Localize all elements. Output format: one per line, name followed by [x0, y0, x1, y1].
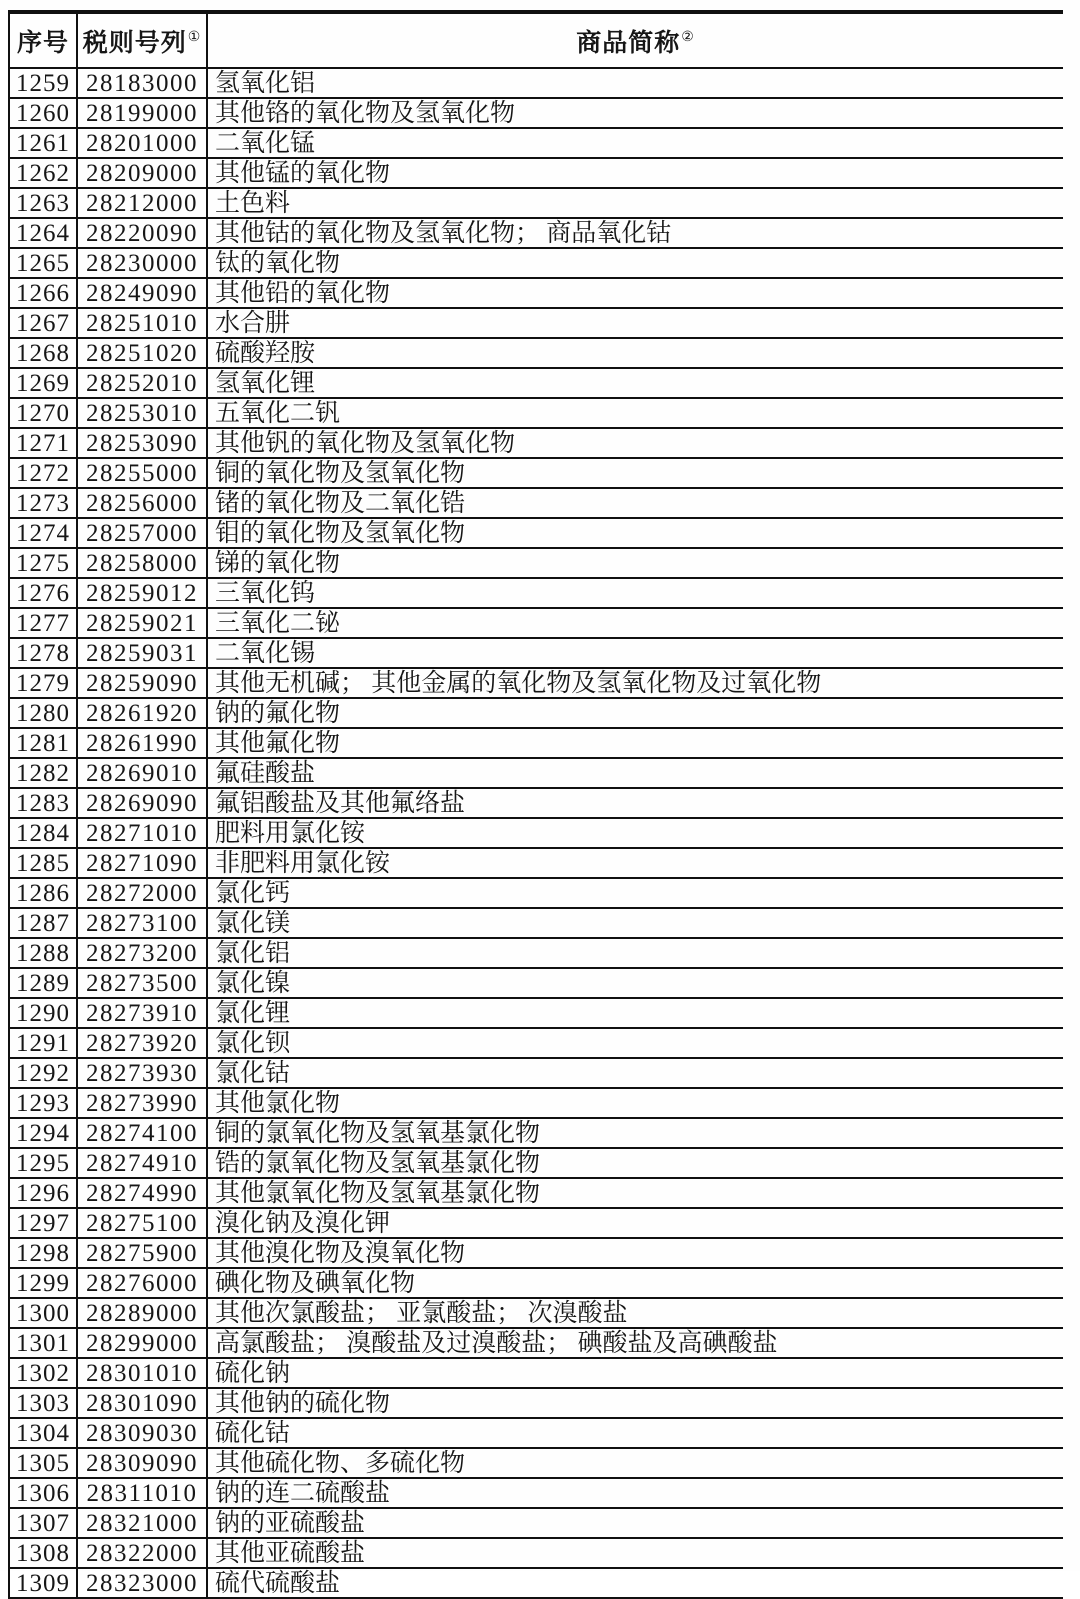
cell-seq: 1263	[9, 188, 77, 218]
cell-name: 氯化铝	[207, 938, 1063, 968]
table-row	[9, 1298, 1063, 1328]
table-row	[9, 1208, 1063, 1238]
table-row	[9, 968, 1063, 998]
cell-code: 28273920	[77, 1028, 207, 1058]
col-header-code	[77, 12, 207, 68]
table-row	[9, 638, 1063, 668]
cell-code: 28261920	[77, 698, 207, 728]
cell-name: 二氧化锰	[207, 128, 1063, 158]
cell-code: 28220090	[77, 218, 207, 248]
table-row	[9, 728, 1063, 758]
table-body	[9, 68, 1063, 1598]
cell-code: 28274910	[77, 1148, 207, 1178]
table-row	[9, 458, 1063, 488]
table-row	[9, 1058, 1063, 1088]
cell-seq: 1291	[9, 1028, 77, 1058]
col-header-code-label: 税则号列	[82, 29, 187, 57]
table-row	[9, 548, 1063, 578]
cell-seq: 1259	[9, 68, 77, 98]
cell-code: 28321000	[77, 1508, 207, 1538]
cell-seq: 1285	[9, 848, 77, 878]
cell-seq: 1309	[9, 1568, 77, 1598]
table-row	[9, 938, 1063, 968]
table-row	[9, 848, 1063, 878]
cell-code: 28289000	[77, 1298, 207, 1328]
table-row	[9, 1388, 1063, 1418]
cell-seq: 1279	[9, 668, 77, 698]
cell-name: 锆的氯氧化物及氢氧基氯化物	[207, 1148, 1063, 1178]
table-row	[9, 1358, 1063, 1388]
cell-seq: 1292	[9, 1058, 77, 1088]
cell-seq: 1287	[9, 908, 77, 938]
table-row	[9, 128, 1063, 158]
cell-code: 28276000	[77, 1268, 207, 1298]
cell-name: 其他亚硫酸盐	[207, 1538, 1063, 1568]
table-row	[9, 578, 1063, 608]
cell-seq: 1265	[9, 248, 77, 278]
col-header-name	[207, 12, 1063, 68]
cell-seq: 1261	[9, 128, 77, 158]
cell-code: 28273500	[77, 968, 207, 998]
cell-code: 28251020	[77, 338, 207, 368]
table-row	[9, 1508, 1063, 1538]
cell-name: 钠的连二硫酸盐	[207, 1478, 1063, 1508]
table-row	[9, 338, 1063, 368]
table-row	[9, 428, 1063, 458]
cell-code: 28258000	[77, 548, 207, 578]
cell-code: 28273990	[77, 1088, 207, 1118]
cell-seq: 1296	[9, 1178, 77, 1208]
cell-code: 28271090	[77, 848, 207, 878]
col-header-seq	[9, 12, 77, 68]
cell-name: 高氯酸盐； 溴酸盐及过溴酸盐； 碘酸盐及高碘酸盐	[207, 1328, 1063, 1358]
table-row	[9, 998, 1063, 1028]
cell-code: 28275100	[77, 1208, 207, 1238]
table-row	[9, 518, 1063, 548]
cell-seq: 1283	[9, 788, 77, 818]
table-row	[9, 308, 1063, 338]
cell-code: 28199000	[77, 98, 207, 128]
table-row	[9, 68, 1063, 98]
cell-name: 碘化物及碘氧化物	[207, 1268, 1063, 1298]
cell-code: 28252010	[77, 368, 207, 398]
cell-name: 钛的氧化物	[207, 248, 1063, 278]
cell-code: 28261990	[77, 728, 207, 758]
cell-code: 28259090	[77, 668, 207, 698]
cell-code: 28272000	[77, 878, 207, 908]
footnote-marker-1: ①	[187, 30, 202, 46]
cell-name: 铜的氯氧化物及氢氧基氯化物	[207, 1118, 1063, 1148]
cell-name: 其他铬的氧化物及氢氧化物	[207, 98, 1063, 128]
cell-code: 28259021	[77, 608, 207, 638]
cell-name: 氢氧化锂	[207, 368, 1063, 398]
cell-seq: 1305	[9, 1448, 77, 1478]
cell-code: 28209000	[77, 158, 207, 188]
cell-code: 28273930	[77, 1058, 207, 1088]
table-row	[9, 1538, 1063, 1568]
cell-code: 28301090	[77, 1388, 207, 1418]
table-row	[9, 1238, 1063, 1268]
cell-name: 二氧化锡	[207, 638, 1063, 668]
cell-code: 28201000	[77, 128, 207, 158]
cell-name: 氟铝酸盐及其他氟络盐	[207, 788, 1063, 818]
cell-seq: 1293	[9, 1088, 77, 1118]
cell-seq: 1262	[9, 158, 77, 188]
table-row	[9, 818, 1063, 848]
cell-seq: 1295	[9, 1148, 77, 1178]
cell-seq: 1275	[9, 548, 77, 578]
cell-name: 其他无机碱； 其他金属的氧化物及氢氧化物及过氧化物	[207, 668, 1063, 698]
cell-seq: 1274	[9, 518, 77, 548]
table-row	[9, 758, 1063, 788]
cell-name: 其他溴化物及溴氧化物	[207, 1238, 1063, 1268]
cell-name: 铜的氧化物及氢氧化物	[207, 458, 1063, 488]
col-header-name-label: 商品简称	[576, 29, 681, 57]
cell-name: 硫化钴	[207, 1418, 1063, 1448]
cell-code: 28253090	[77, 428, 207, 458]
table-row	[9, 1328, 1063, 1358]
cell-code: 28251010	[77, 308, 207, 338]
cell-seq: 1303	[9, 1388, 77, 1418]
cell-name: 其他钠的硫化物	[207, 1388, 1063, 1418]
cell-name: 其他钴的氧化物及氢氧化物； 商品氧化钴	[207, 218, 1063, 248]
cell-seq: 1270	[9, 398, 77, 428]
table-row	[9, 188, 1063, 218]
cell-code: 28274990	[77, 1178, 207, 1208]
cell-name: 其他氟化物	[207, 728, 1063, 758]
table-header-row	[9, 12, 1063, 68]
cell-code: 28311010	[77, 1478, 207, 1508]
cell-name: 硫代硫酸盐	[207, 1568, 1063, 1598]
table-row	[9, 908, 1063, 938]
cell-name: 氟硅酸盐	[207, 758, 1063, 788]
table-row	[9, 248, 1063, 278]
cell-code: 28253010	[77, 398, 207, 428]
cell-name: 土色料	[207, 188, 1063, 218]
cell-name: 氯化钡	[207, 1028, 1063, 1058]
table-row	[9, 98, 1063, 128]
cell-name: 其他氯化物	[207, 1088, 1063, 1118]
cell-code: 28309030	[77, 1418, 207, 1448]
cell-seq: 1281	[9, 728, 77, 758]
cell-seq: 1290	[9, 998, 77, 1028]
table-row	[9, 158, 1063, 188]
cell-code: 28255000	[77, 458, 207, 488]
cell-seq: 1308	[9, 1538, 77, 1568]
cell-seq: 1300	[9, 1298, 77, 1328]
cell-name: 其他氯氧化物及氢氧基氯化物	[207, 1178, 1063, 1208]
table-row	[9, 788, 1063, 818]
cell-name: 三氧化二铋	[207, 608, 1063, 638]
cell-name: 水合肼	[207, 308, 1063, 338]
cell-name: 氯化锂	[207, 998, 1063, 1028]
cell-code: 28273100	[77, 908, 207, 938]
table-row	[9, 1028, 1063, 1058]
table-row	[9, 1448, 1063, 1478]
cell-code: 28301010	[77, 1358, 207, 1388]
cell-seq: 1272	[9, 458, 77, 488]
cell-seq: 1269	[9, 368, 77, 398]
table-row	[9, 1178, 1063, 1208]
table-row	[9, 608, 1063, 638]
cell-code: 28274100	[77, 1118, 207, 1148]
cell-name: 钼的氧化物及氢氧化物	[207, 518, 1063, 548]
table-row	[9, 278, 1063, 308]
cell-name: 溴化钠及溴化钾	[207, 1208, 1063, 1238]
cell-name: 氯化镍	[207, 968, 1063, 998]
cell-seq: 1294	[9, 1118, 77, 1148]
cell-name: 肥料用氯化铵	[207, 818, 1063, 848]
footnote-marker-2: ②	[681, 30, 695, 46]
cell-seq: 1284	[9, 818, 77, 848]
cell-name: 氯化钙	[207, 878, 1063, 908]
cell-name: 锑的氧化物	[207, 548, 1063, 578]
cell-code: 28256000	[77, 488, 207, 518]
cell-code: 28299000	[77, 1328, 207, 1358]
cell-code: 28269010	[77, 758, 207, 788]
cell-code: 28249090	[77, 278, 207, 308]
cell-seq: 1286	[9, 878, 77, 908]
cell-name: 硫化钠	[207, 1358, 1063, 1388]
cell-seq: 1276	[9, 578, 77, 608]
cell-name: 钠的亚硫酸盐	[207, 1508, 1063, 1538]
cell-seq: 1297	[9, 1208, 77, 1238]
cell-code: 28323000	[77, 1568, 207, 1598]
cell-name: 其他钒的氧化物及氢氧化物	[207, 428, 1063, 458]
cell-seq: 1280	[9, 698, 77, 728]
cell-seq: 1288	[9, 938, 77, 968]
cell-seq: 1298	[9, 1238, 77, 1268]
cell-name: 五氧化二钒	[207, 398, 1063, 428]
cell-seq: 1307	[9, 1508, 77, 1538]
cell-name: 氢氧化铝	[207, 68, 1063, 98]
cell-name: 钠的氟化物	[207, 698, 1063, 728]
cell-name: 氯化钴	[207, 1058, 1063, 1088]
table-row	[9, 698, 1063, 728]
cell-name: 其他硫化物、多硫化物	[207, 1448, 1063, 1478]
cell-name: 其他铅的氧化物	[207, 278, 1063, 308]
cell-name: 硫酸羟胺	[207, 338, 1063, 368]
cell-code: 28273910	[77, 998, 207, 1028]
cell-name: 其他锰的氧化物	[207, 158, 1063, 188]
cell-seq: 1282	[9, 758, 77, 788]
cell-seq: 1264	[9, 218, 77, 248]
table-row	[9, 1118, 1063, 1148]
cell-code: 28269090	[77, 788, 207, 818]
table-row	[9, 1088, 1063, 1118]
cell-seq: 1278	[9, 638, 77, 668]
cell-seq: 1277	[9, 608, 77, 638]
cell-code: 28271010	[77, 818, 207, 848]
tariff-table	[8, 10, 1063, 1599]
cell-code: 28257000	[77, 518, 207, 548]
table-row	[9, 1568, 1063, 1598]
cell-seq: 1266	[9, 278, 77, 308]
cell-name: 氯化镁	[207, 908, 1063, 938]
cell-seq: 1304	[9, 1418, 77, 1448]
cell-seq: 1273	[9, 488, 77, 518]
table-row	[9, 1268, 1063, 1298]
cell-seq: 1302	[9, 1358, 77, 1388]
cell-name: 其他次氯酸盐； 亚氯酸盐； 次溴酸盐	[207, 1298, 1063, 1328]
cell-seq: 1289	[9, 968, 77, 998]
cell-seq: 1268	[9, 338, 77, 368]
cell-code: 28273200	[77, 938, 207, 968]
cell-seq: 1306	[9, 1478, 77, 1508]
cell-seq: 1260	[9, 98, 77, 128]
table-row	[9, 1418, 1063, 1448]
table-row	[9, 218, 1063, 248]
cell-code: 28322000	[77, 1538, 207, 1568]
table-row	[9, 1478, 1063, 1508]
cell-code: 28259012	[77, 578, 207, 608]
cell-code: 28212000	[77, 188, 207, 218]
cell-name: 非肥料用氯化铵	[207, 848, 1063, 878]
table-row	[9, 668, 1063, 698]
cell-name: 三氧化钨	[207, 578, 1063, 608]
cell-code: 28230000	[77, 248, 207, 278]
table-row	[9, 878, 1063, 908]
cell-code: 28183000	[77, 68, 207, 98]
col-header-seq-label: 序号	[16, 29, 69, 57]
table-row	[9, 368, 1063, 398]
cell-seq: 1267	[9, 308, 77, 338]
table-header	[9, 12, 1063, 68]
cell-name: 锗的氧化物及二氧化锆	[207, 488, 1063, 518]
cell-seq: 1301	[9, 1328, 77, 1358]
table-row	[9, 1148, 1063, 1178]
cell-seq: 1271	[9, 428, 77, 458]
cell-code: 28309090	[77, 1448, 207, 1478]
table-row	[9, 488, 1063, 518]
table-row	[9, 398, 1063, 428]
cell-code: 28259031	[77, 638, 207, 668]
cell-code: 28275900	[77, 1238, 207, 1268]
cell-seq: 1299	[9, 1268, 77, 1298]
